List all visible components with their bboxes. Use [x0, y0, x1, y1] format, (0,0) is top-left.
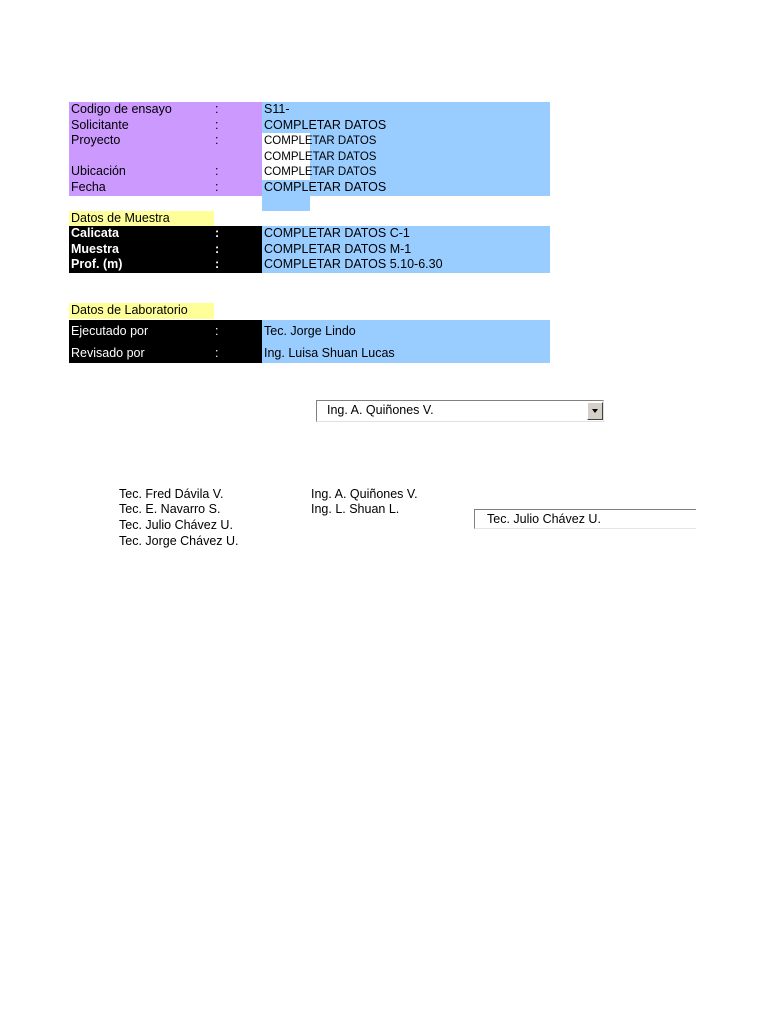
fecha-extra-cell	[262, 196, 310, 211]
revisado-sep: :	[215, 346, 219, 360]
laboratorio-section-title-cell	[69, 303, 214, 319]
ejecutado-sep: :	[215, 324, 219, 338]
ejecutado-value: Tec. Jorge Lindo	[264, 324, 356, 338]
prof-sep: :	[215, 257, 220, 271]
codigo-ensayo-value-cell[interactable]	[262, 102, 550, 118]
list-item: Ing. A. Quiñones V.	[311, 487, 418, 501]
ubicacion-sep: :	[215, 164, 219, 178]
fecha-sep: :	[215, 180, 219, 194]
ubicacion-value: COMPLETAR DATOS	[264, 166, 377, 178]
revisado-label: Revisado por	[71, 346, 145, 360]
fecha-value: COMPLETAR DATOS	[264, 180, 387, 194]
muestra-section-title-cell	[69, 211, 214, 226]
prof-value-cell[interactable]	[262, 257, 550, 273]
list-item: Tec. E. Navarro S.	[119, 502, 221, 516]
muestra-sep: :	[215, 242, 220, 256]
ejecutado-value-cell[interactable]	[262, 320, 550, 342]
proyecto-label: Proyecto	[71, 133, 121, 147]
list-item: Tec. Fred Dávila V.	[119, 487, 224, 501]
proyecto-continued-value-cell[interactable]	[262, 149, 550, 164]
solicitante-label-cell	[69, 118, 262, 133]
muestra-label-cell	[69, 242, 262, 257]
revisado-value-cell[interactable]	[262, 342, 550, 363]
fecha-value-cell[interactable]	[262, 180, 550, 196]
codigo-ensayo-value: S11-	[264, 102, 290, 116]
prof-label-cell	[69, 257, 262, 273]
ubicacion-label: Ubicación	[71, 164, 126, 178]
revisado-label-cell	[69, 342, 262, 363]
calicata-label-cell	[69, 226, 262, 242]
laboratorio-section-title: Datos de Laboratorio	[71, 303, 188, 317]
calicata-sep: :	[215, 226, 220, 240]
proyecto-continued-value: COMPLETAR DATOS	[264, 151, 377, 163]
dropdown-button[interactable]	[587, 402, 603, 420]
solicitante-value-cell[interactable]	[262, 118, 550, 133]
revisado-value: Ing. Luisa Shuan Lucas	[264, 346, 395, 360]
muestra-label: Muestra	[71, 242, 119, 256]
solicitante-label: Solicitante	[71, 118, 129, 132]
muestra-value-cell[interactable]	[262, 242, 550, 257]
calicata-label: Calicata	[71, 226, 119, 240]
ubicacion-label-cell	[69, 164, 262, 180]
proyecto-value-cell[interactable]	[262, 133, 550, 149]
reviewer-dropdown[interactable]	[316, 400, 604, 422]
codigo-ensayo-label: Codigo de ensayo	[71, 102, 172, 116]
ubicacion-value-cell[interactable]	[262, 164, 550, 180]
list-item: Ing. L. Shuan L.	[311, 502, 400, 516]
proyecto-value: COMPLETAR DATOS	[264, 135, 377, 147]
fecha-label-cell	[69, 180, 262, 196]
muestra-value: COMPLETAR DATOS M-1	[264, 242, 412, 256]
muestra-section-title: Datos de Muestra	[71, 211, 170, 225]
ejecutado-label-cell	[69, 320, 262, 342]
fecha-label: Fecha	[71, 180, 106, 194]
calicata-value-cell[interactable]	[262, 226, 550, 242]
chevron-down-icon	[592, 409, 598, 413]
proyecto-label-cell	[69, 133, 262, 149]
technician-field[interactable]	[474, 509, 696, 529]
proyecto-sep: :	[215, 133, 219, 147]
solicitante-value: COMPLETAR DATOS	[264, 118, 387, 132]
solicitante-sep: :	[215, 118, 219, 132]
codigo-ensayo-label-cell	[69, 102, 262, 118]
reviewer-dropdown-value: Ing. A. Quiñones V.	[327, 403, 434, 417]
prof-label: Prof. (m)	[71, 257, 123, 271]
prof-value: COMPLETAR DATOS 5.10-6.30	[264, 257, 443, 271]
calicata-value: COMPLETAR DATOS C-1	[264, 226, 410, 240]
list-item: Tec. Jorge Chávez U.	[119, 534, 239, 548]
list-item: Tec. Julio Chávez U.	[119, 518, 233, 532]
codigo-ensayo-sep: :	[215, 102, 219, 116]
proyecto-continued-label-cell	[69, 149, 262, 164]
technician-field-value: Tec. Julio Chávez U.	[487, 512, 601, 526]
ejecutado-label: Ejecutado por	[71, 324, 149, 338]
